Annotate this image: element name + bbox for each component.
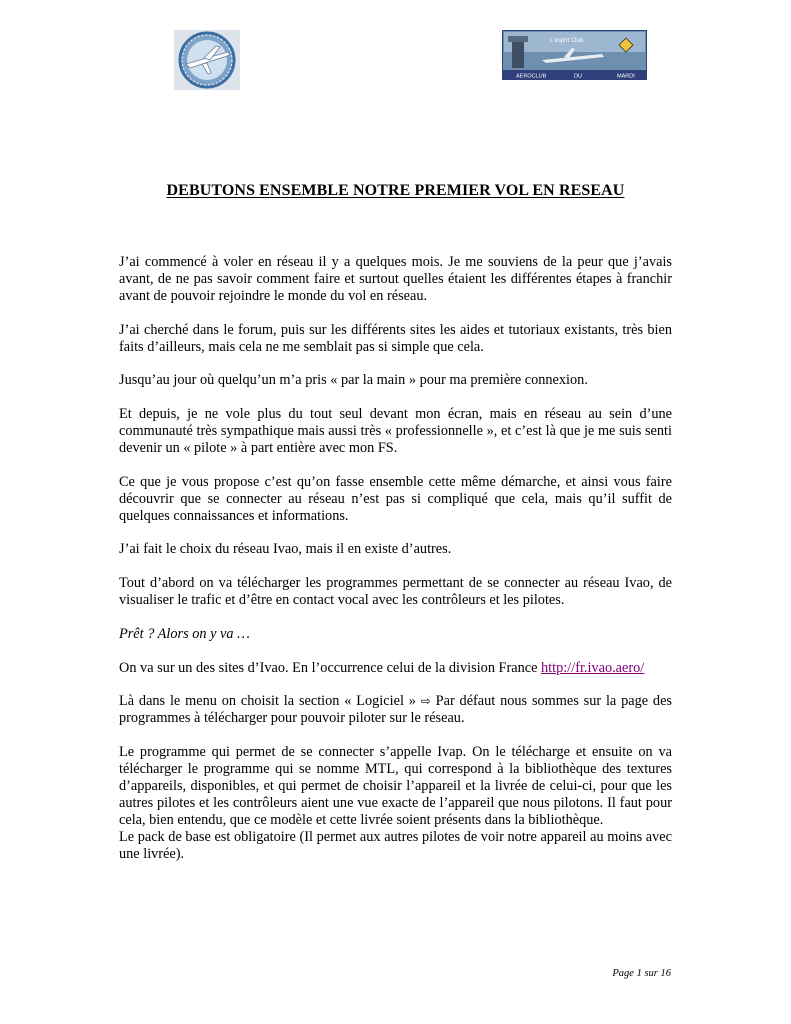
- aeroclub-banner-logo: [502, 30, 647, 80]
- paragraph-ready: Prêt ? Alors on y va …: [119, 625, 250, 642]
- document-body: [119, 254, 672, 879]
- paragraph-network-choice: J’ai fait le choix du réseau Ivao, mais il en existe d’autres.: [119, 541, 452, 558]
- paragraph-site: [119, 660, 672, 677]
- paragraph-base-pack: Le pack de base est obligatoire (Il permet aux autres pilotes de voir notre appareil au moins avec une livrée).: [119, 828, 672, 862]
- paragraph-download-intro: Tout d’abord on va télécharger les programmes permettant de se connecter au réseau Ivao, de visualiser le trafic et d’être en contact vocal avec les contrôleurs et les pilotes.: [119, 575, 672, 609]
- banner-top-text: L'esprit Club: [550, 38, 584, 44]
- menu-text-b: Par défaut nous sommes sur la page des programmes à télécharger pour pouvoir piloter sur le réseau.: [119, 693, 672, 727]
- ivao-france-link[interactable]: http://fr.ivao.aero/: [541, 659, 645, 676]
- paragraph-forum: J’ai cherché dans le forum, puis sur les différents sites les aides et tutoriaux existants, très bien faits d’ailleurs, mais cela ne me semblait pas si simple que cela.: [119, 321, 672, 355]
- menu-text-a: Là dans le menu on choisit la section « Logiciel »: [119, 693, 421, 710]
- title-text: DEBUTONS ENSEMBLE NOTRE PREMIER VOL EN RESEAU: [166, 182, 625, 199]
- paragraph-intro: J’ai commencé à voler en réseau il y a quelques mois. Je me souviens de la peur que j’avais avant, de ne pas savoir comment faire et surtout quelles étaient les différentes étapes à franchir avant de pouvoir rejoindre le monde du vol en réseau.: [119, 254, 672, 304]
- paragraph-menu: [119, 693, 672, 727]
- banner-mardi-text: MARDI: [617, 73, 635, 80]
- site-text: On va sur un des sites d’Ivao. En l’occurrence celui de la division France: [119, 659, 542, 676]
- club-badge-logo: [174, 30, 240, 90]
- paragraph-proposal: Ce que je vous propose c’est qu’on fasse ensemble cette même démarche, et ainsi vous faire découvrir que se connecter au réseau n’est pas si compliqué que cela, mais qu’il suffit de quelques connaissances et informations.: [119, 473, 672, 524]
- paragraph-first-connection: Jusqu’au jour où quelqu’un m’a pris « par la main » pour ma première connexion.: [119, 372, 588, 389]
- banner-aeroclub-text: AEROCLUB: [516, 73, 547, 80]
- page-number: Page 1 sur 16: [612, 968, 671, 979]
- paragraph-community: Et depuis, je ne vole plus du tout seul devant mon écran, mais en réseau au sein d’une communauté très sympathique mais aussi très « professionnelle », et c’est là que je me suis senti devenir un « pilote » à part entière avec mon FS.: [119, 406, 672, 456]
- right-arrow-icon: ⇨: [420, 694, 431, 709]
- document-title: [0, 182, 791, 200]
- banner-du-text: DU: [574, 73, 582, 80]
- paragraph-ivap-mtl: Le programme qui permet de se connecter s’appelle Ivap. On le télécharge et ensuite on va télécharger le programme qui se nomme MTL, qui correspond à la bibliothèque des textures d’appareils, disponibles, et qui permet de choisir l’appareil et la livrée de celui-ci, pour que les autres pilotes et les contrôleurs aient une vue exacte de l’appareil que nous pilotons. Il faut pour cela, bien entendu, que ce modèle et cette livrée soient présents dans la bibliothèque.: [119, 744, 672, 828]
